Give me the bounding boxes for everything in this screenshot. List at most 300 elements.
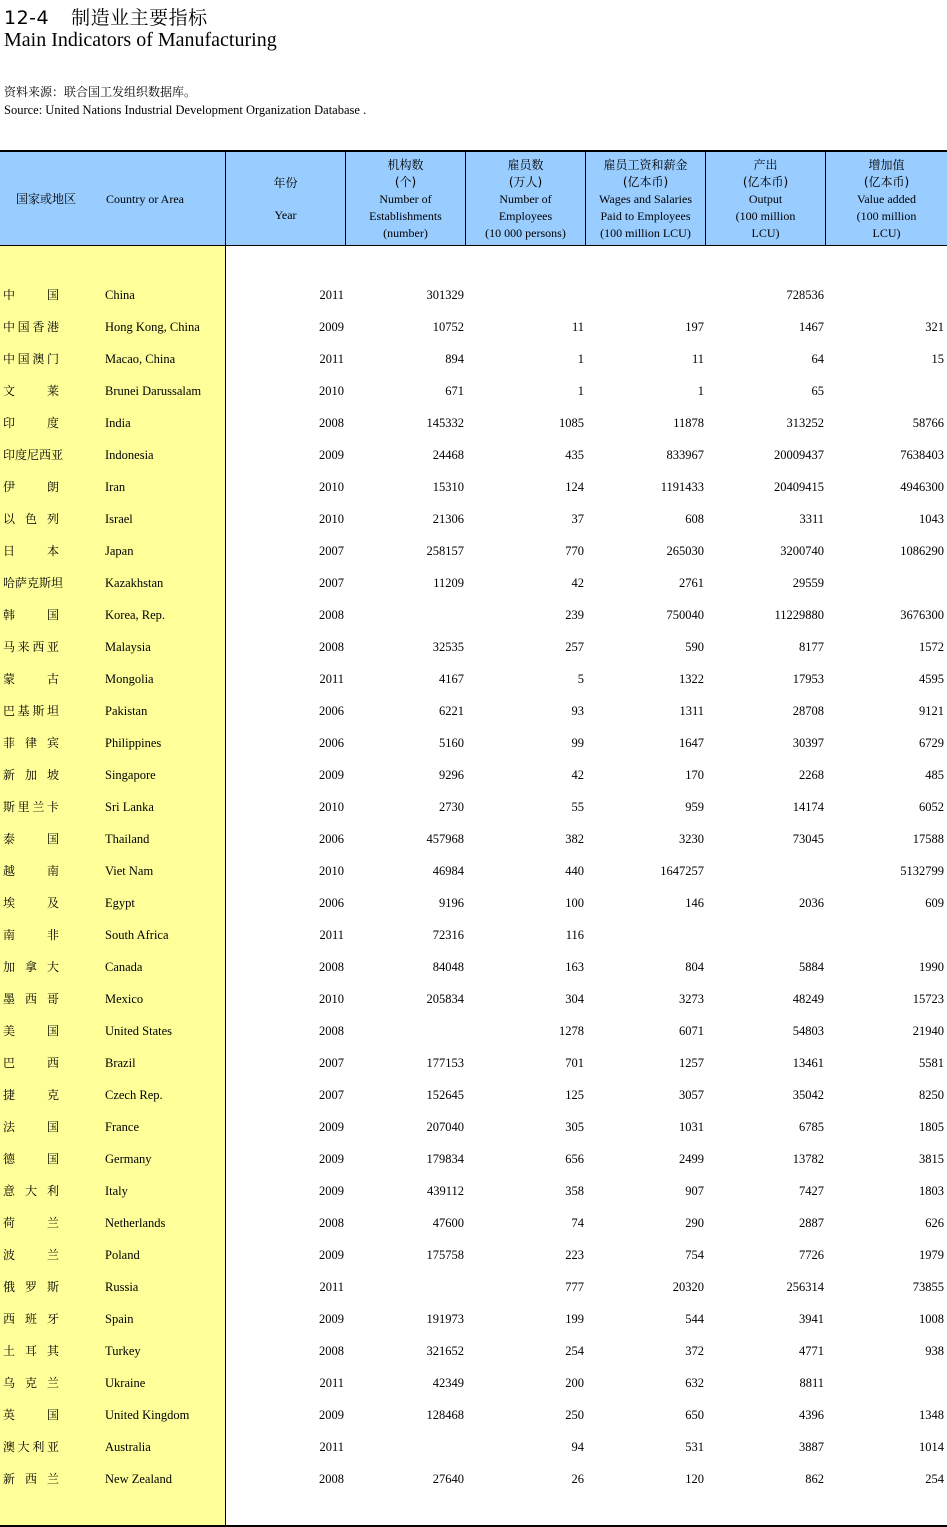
year-cell: 2009 xyxy=(319,1184,344,1198)
country-en: Israel xyxy=(105,512,133,526)
year-cell: 2011 xyxy=(319,928,344,942)
establishments-cell: 10752 xyxy=(432,320,464,334)
establishments-cell: 42349 xyxy=(432,1376,464,1390)
header-out-en-2: (100 million xyxy=(735,208,796,223)
wages-cell: 750040 xyxy=(666,608,704,622)
value-added-cell: 938 xyxy=(925,1344,944,1358)
value-added-cell: 5132799 xyxy=(900,864,944,878)
establishments-cell: 21306 xyxy=(432,512,464,526)
year-cell: 2006 xyxy=(319,832,344,846)
table-row xyxy=(0,1469,947,1489)
output-cell: 20009437 xyxy=(774,448,824,462)
country-en: United States xyxy=(105,1024,173,1038)
wages-cell: 1311 xyxy=(679,704,704,718)
year-cell: 2010 xyxy=(319,512,344,526)
table-row xyxy=(0,381,947,401)
country-en: France xyxy=(105,1120,140,1134)
table-row xyxy=(0,893,947,913)
table-row xyxy=(0,861,947,881)
value-added-cell: 4946300 xyxy=(900,480,944,494)
wages-cell: 1 xyxy=(697,384,704,398)
wages-cell: 632 xyxy=(685,1376,704,1390)
value-added-cell: 1086290 xyxy=(900,544,944,558)
table-row xyxy=(0,445,947,465)
country-en: United Kingdom xyxy=(105,1408,190,1422)
year-cell: 2007 xyxy=(319,1056,344,1070)
table-row xyxy=(0,541,947,561)
page-title-cn xyxy=(4,3,208,30)
header-est-unit-cn: (个) xyxy=(394,174,417,189)
table-row xyxy=(0,413,947,433)
source-note-cn: 资料来源：联合国工发组织数据库。 xyxy=(4,85,197,99)
country-cn: 墨西哥 xyxy=(3,992,59,1006)
output-cell: 4771 xyxy=(799,1344,824,1358)
table-row xyxy=(0,477,947,497)
country-en: Canada xyxy=(105,960,143,974)
wages-cell: 531 xyxy=(685,1440,704,1454)
employees-cell: 11 xyxy=(571,320,584,334)
country-en: Spain xyxy=(105,1312,134,1326)
country-en: Egypt xyxy=(105,896,135,910)
wages-cell: 2761 xyxy=(679,576,704,590)
country-cn: 英国 xyxy=(3,1408,59,1422)
country-cn: 哈萨克斯坦 xyxy=(3,576,64,590)
table-row xyxy=(0,1213,947,1233)
output-cell: 48249 xyxy=(792,992,824,1006)
country-cn: 蒙古 xyxy=(3,672,59,686)
employees-cell: 42 xyxy=(571,576,584,590)
wages-cell: 907 xyxy=(685,1184,704,1198)
table-row xyxy=(0,1437,947,1457)
value-added-cell: 1014 xyxy=(919,1440,944,1454)
establishments-cell: 179834 xyxy=(426,1152,464,1166)
value-added-cell: 17588 xyxy=(912,832,944,846)
table-row xyxy=(0,669,947,689)
country-en: Thailand xyxy=(105,832,150,846)
header-emp-unit-en: (10 000 persons) xyxy=(485,225,566,240)
establishments-cell: 9196 xyxy=(439,896,464,910)
establishments-cell: 301329 xyxy=(426,288,464,302)
wages-cell: 1647 xyxy=(679,736,704,750)
header-country-cn: 国家或地区 xyxy=(16,191,77,206)
establishments-cell: 24468 xyxy=(432,448,464,462)
wages-cell: 3230 xyxy=(679,832,704,846)
country-en: Korea, Rep. xyxy=(105,608,166,622)
country-cn: 捷克 xyxy=(3,1088,59,1102)
year-cell: 2009 xyxy=(319,1312,344,1326)
table-row xyxy=(0,1277,947,1297)
header-est-unit-en: (number) xyxy=(383,225,428,240)
year-cell: 2007 xyxy=(319,576,344,590)
wages-cell: 959 xyxy=(685,800,704,814)
value-added-cell: 3815 xyxy=(919,1152,944,1166)
output-cell: 13461 xyxy=(792,1056,824,1070)
year-cell: 2011 xyxy=(319,672,344,686)
wages-cell: 120 xyxy=(685,1472,704,1486)
year-cell: 2011 xyxy=(319,1376,344,1390)
establishments-cell: 72316 xyxy=(432,928,464,942)
wages-cell: 804 xyxy=(685,960,704,974)
header-wages xyxy=(586,152,706,246)
wages-cell: 6071 xyxy=(679,1024,704,1038)
establishments-cell: 175758 xyxy=(426,1248,464,1262)
employees-cell: 440 xyxy=(565,864,584,878)
value-added-cell: 3676300 xyxy=(900,608,944,622)
header-out-en-1: Output xyxy=(748,191,783,206)
wages-cell: 833967 xyxy=(666,448,704,462)
year-cell: 2010 xyxy=(319,384,344,398)
output-cell: 3887 xyxy=(799,1440,824,1454)
year-cell: 2008 xyxy=(319,1472,344,1486)
year-cell: 2010 xyxy=(319,864,344,878)
output-cell: 3311 xyxy=(799,512,824,526)
country-cn: 巴西 xyxy=(3,1056,59,1070)
output-cell: 11229880 xyxy=(774,608,824,622)
value-added-cell: 15723 xyxy=(912,992,944,1006)
employees-cell: 199 xyxy=(565,1312,584,1326)
employees-cell: 656 xyxy=(565,1152,584,1166)
value-added-cell: 1979 xyxy=(919,1248,944,1262)
country-en: Macao, China xyxy=(105,352,176,366)
country-en: Mongolia xyxy=(105,672,154,686)
table-row xyxy=(0,701,947,721)
table-row xyxy=(0,957,947,977)
employees-cell: 74 xyxy=(571,1216,584,1230)
output-cell: 28708 xyxy=(792,704,824,718)
header-out-cn: 产出 xyxy=(753,157,778,172)
employees-cell: 1278 xyxy=(559,1024,584,1038)
country-cn: 马来西亚 xyxy=(3,640,59,654)
output-cell: 17953 xyxy=(792,672,824,686)
output-cell: 14174 xyxy=(792,800,824,814)
value-added-cell: 5581 xyxy=(919,1056,944,1070)
header-est-en-2: Establishments xyxy=(369,208,442,223)
employees-cell: 94 xyxy=(571,1440,584,1454)
wages-cell: 1191433 xyxy=(660,480,704,494)
country-en: Brazil xyxy=(105,1056,136,1070)
header-year-en: Year xyxy=(274,208,297,222)
country-cn: 西班牙 xyxy=(3,1312,59,1326)
year-cell: 2009 xyxy=(319,320,344,334)
employees-cell: 42 xyxy=(571,768,584,782)
country-en: Japan xyxy=(105,544,134,558)
employees-cell: 163 xyxy=(565,960,584,974)
employees-cell: 200 xyxy=(565,1376,584,1390)
header-country-en: Country or Area xyxy=(106,191,184,206)
wages-cell: 1322 xyxy=(679,672,704,686)
year-cell: 2009 xyxy=(319,1120,344,1134)
header-emp-en-1: Number of xyxy=(499,191,552,206)
year-cell: 2009 xyxy=(319,1248,344,1262)
year-cell: 2008 xyxy=(319,1216,344,1230)
table-row xyxy=(0,1021,947,1041)
establishments-cell: 11209 xyxy=(433,576,464,590)
country-cn: 印度 xyxy=(3,416,59,430)
output-cell: 2036 xyxy=(799,896,824,910)
establishments-cell: 6221 xyxy=(439,704,464,718)
wages-cell: 20320 xyxy=(672,1280,704,1294)
table-number: 12-4 xyxy=(4,7,50,29)
table-row xyxy=(0,1117,947,1137)
establishments-cell: 32535 xyxy=(432,640,464,654)
header-est-en-1: Number of xyxy=(379,191,432,206)
output-cell: 54803 xyxy=(792,1024,824,1038)
value-added-cell: 321 xyxy=(925,320,944,334)
country-cn: 荷兰 xyxy=(3,1216,59,1230)
output-cell: 4396 xyxy=(799,1408,824,1422)
wages-cell: 754 xyxy=(685,1248,704,1262)
output-cell: 20409415 xyxy=(774,480,824,494)
indicators-table xyxy=(0,150,947,1527)
value-added-cell: 1572 xyxy=(919,640,944,654)
employees-cell: 701 xyxy=(565,1056,584,1070)
table-row xyxy=(0,1053,947,1073)
country-cn: 越南 xyxy=(3,864,59,878)
output-cell: 8811 xyxy=(799,1376,824,1390)
employees-cell: 55 xyxy=(571,800,584,814)
wages-cell: 372 xyxy=(685,1344,704,1358)
year-cell: 2008 xyxy=(319,1024,344,1038)
establishments-cell: 9296 xyxy=(439,768,464,782)
table-row xyxy=(0,765,947,785)
establishments-cell: 177153 xyxy=(426,1056,464,1070)
header-val-en-2: (100 million xyxy=(856,208,917,223)
table-row xyxy=(0,1085,947,1105)
wages-cell: 1647257 xyxy=(660,864,704,878)
wages-cell: 1031 xyxy=(679,1120,704,1134)
wages-cell: 608 xyxy=(685,512,704,526)
table-row xyxy=(0,509,947,529)
header-wag-en-1: Wages and Salaries xyxy=(599,191,692,206)
header-year xyxy=(226,152,346,246)
employees-cell: 358 xyxy=(565,1184,584,1198)
table-row xyxy=(0,1341,947,1361)
employees-cell: 305 xyxy=(565,1120,584,1134)
country-cn: 巴基斯坦 xyxy=(3,704,59,718)
employees-cell: 304 xyxy=(565,992,584,1006)
country-cn: 埃及 xyxy=(3,896,59,910)
country-en: Sri Lanka xyxy=(105,800,154,814)
establishments-cell: 145332 xyxy=(426,416,464,430)
value-added-cell: 1008 xyxy=(919,1312,944,1326)
table-row xyxy=(0,1149,947,1169)
country-cn: 伊朗 xyxy=(3,480,59,494)
header-val-cn: 增加值 xyxy=(868,157,905,172)
country-cn: 意大利 xyxy=(3,1184,59,1198)
header-year-cn: 年份 xyxy=(273,176,298,190)
header-est-cn: 机构数 xyxy=(387,157,424,172)
employees-cell: 1 xyxy=(577,384,584,398)
value-added-cell: 485 xyxy=(925,768,944,782)
wages-cell: 544 xyxy=(685,1312,704,1326)
value-added-cell: 15 xyxy=(931,352,944,366)
output-cell: 2268 xyxy=(799,768,824,782)
header-wag-unit-cn: (亿本币) xyxy=(622,174,669,189)
country-en: Philippines xyxy=(105,736,162,750)
header-wag-en-2: Paid to Employees xyxy=(600,208,691,223)
table-row xyxy=(0,1405,947,1425)
country-en: Brunei Darussalam xyxy=(105,384,202,398)
table-row xyxy=(0,1245,947,1265)
country-en: Mexico xyxy=(105,992,144,1006)
output-cell: 8177 xyxy=(799,640,824,654)
year-cell: 2006 xyxy=(319,736,344,750)
country-cn: 中国 xyxy=(3,288,59,302)
country-cn: 印度尼西亚 xyxy=(3,448,64,462)
value-added-cell: 626 xyxy=(925,1216,944,1230)
country-column-background xyxy=(0,246,226,1525)
wages-cell: 146 xyxy=(685,896,704,910)
output-cell: 1467 xyxy=(799,320,824,334)
establishments-cell: 47600 xyxy=(432,1216,464,1230)
country-en: Russia xyxy=(105,1280,139,1294)
employees-cell: 1 xyxy=(577,352,584,366)
employees-cell: 5 xyxy=(577,672,584,686)
establishments-cell: 894 xyxy=(445,352,464,366)
year-cell: 2010 xyxy=(319,800,344,814)
wages-cell: 650 xyxy=(685,1408,704,1422)
year-cell: 2008 xyxy=(319,416,344,430)
header-establishments xyxy=(346,152,466,246)
wages-cell: 2499 xyxy=(679,1152,704,1166)
year-cell: 2009 xyxy=(319,768,344,782)
output-cell: 35042 xyxy=(792,1088,824,1102)
header-emp-cn: 雇员数 xyxy=(507,157,544,172)
output-cell: 73045 xyxy=(792,832,824,846)
country-cn: 中国澳门 xyxy=(3,352,59,366)
country-cn: 日本 xyxy=(3,544,59,558)
output-cell: 6785 xyxy=(799,1120,824,1134)
country-cn: 南非 xyxy=(3,928,59,942)
country-en: Iran xyxy=(105,480,126,494)
table-row xyxy=(0,925,947,945)
establishments-cell: 258157 xyxy=(426,544,464,558)
table-header xyxy=(0,150,947,246)
establishments-cell: 671 xyxy=(445,384,464,398)
country-cn: 以色列 xyxy=(3,512,59,526)
table-row xyxy=(0,317,947,337)
header-out-en-3: LCU) xyxy=(751,225,780,240)
year-cell: 2008 xyxy=(319,1344,344,1358)
source-note-en: Source: United Nations Industrial Development Organization Database . xyxy=(4,103,367,117)
value-added-cell: 7638403 xyxy=(900,448,944,462)
employees-cell: 223 xyxy=(565,1248,584,1262)
establishments-cell: 128468 xyxy=(426,1408,464,1422)
employees-cell: 93 xyxy=(571,704,584,718)
year-cell: 2010 xyxy=(319,480,344,494)
value-added-cell: 1043 xyxy=(919,512,944,526)
employees-cell: 124 xyxy=(565,480,584,494)
wages-cell: 265030 xyxy=(666,544,704,558)
country-cn: 中国香港 xyxy=(3,320,59,334)
establishments-cell: 439112 xyxy=(426,1184,464,1198)
country-en: Malaysia xyxy=(105,640,151,654)
year-cell: 2009 xyxy=(319,448,344,462)
employees-cell: 777 xyxy=(565,1280,584,1294)
value-added-cell: 6052 xyxy=(919,800,944,814)
table-row xyxy=(0,605,947,625)
employees-cell: 125 xyxy=(565,1088,584,1102)
header-emp-en-2: Employees xyxy=(498,208,553,223)
establishments-cell: 27640 xyxy=(432,1472,464,1486)
output-cell: 728536 xyxy=(786,288,824,302)
table-row xyxy=(0,733,947,753)
country-en: Ukraine xyxy=(105,1376,146,1390)
year-cell: 2009 xyxy=(319,1408,344,1422)
wages-cell: 590 xyxy=(685,640,704,654)
wages-cell: 1257 xyxy=(679,1056,704,1070)
country-cn: 泰国 xyxy=(3,832,59,846)
country-cn: 菲律宾 xyxy=(3,736,59,750)
output-cell: 3200740 xyxy=(780,544,824,558)
output-cell: 313252 xyxy=(786,416,824,430)
employees-cell: 382 xyxy=(565,832,584,846)
country-en: Netherlands xyxy=(105,1216,166,1230)
country-en: India xyxy=(105,416,131,430)
header-wag-unit-en: (100 million LCU) xyxy=(600,225,691,240)
employees-cell: 257 xyxy=(565,640,584,654)
value-added-cell: 1805 xyxy=(919,1120,944,1134)
header-employees xyxy=(466,152,586,246)
value-added-cell: 609 xyxy=(925,896,944,910)
page-title-en: Main Indicators of Manufacturing xyxy=(4,29,277,51)
employees-cell: 26 xyxy=(571,1472,584,1486)
year-cell: 2011 xyxy=(319,1440,344,1454)
establishments-cell: 84048 xyxy=(432,960,464,974)
establishments-cell: 15310 xyxy=(432,480,464,494)
table-row xyxy=(0,989,947,1009)
country-en: Viet Nam xyxy=(105,864,154,878)
output-cell: 13782 xyxy=(792,1152,824,1166)
country-en: Kazakhstan xyxy=(105,576,164,590)
country-cn: 斯里兰卡 xyxy=(3,800,59,814)
value-added-cell: 9121 xyxy=(919,704,944,718)
year-cell: 2011 xyxy=(319,288,344,302)
establishments-cell: 205834 xyxy=(426,992,464,1006)
output-cell: 64 xyxy=(811,352,824,366)
value-added-cell: 1990 xyxy=(919,960,944,974)
header-out-unit-cn: (亿本币) xyxy=(742,174,789,189)
header-output xyxy=(706,152,826,246)
establishments-cell: 46984 xyxy=(432,864,464,878)
country-en: Hong Kong, China xyxy=(105,320,200,334)
wages-cell: 3273 xyxy=(679,992,704,1006)
country-en: Singapore xyxy=(105,768,156,782)
value-added-cell: 6729 xyxy=(919,736,944,750)
year-cell: 2006 xyxy=(319,896,344,910)
country-en: China xyxy=(105,288,135,302)
output-cell: 29559 xyxy=(792,576,824,590)
country-cn: 土耳其 xyxy=(3,1344,59,1358)
value-added-cell: 1348 xyxy=(919,1408,944,1422)
value-added-cell: 4595 xyxy=(919,672,944,686)
year-cell: 2008 xyxy=(319,960,344,974)
header-val-unit-cn: (亿本币) xyxy=(863,174,910,189)
employees-cell: 37 xyxy=(571,512,584,526)
employees-cell: 116 xyxy=(565,928,584,942)
country-en: Turkey xyxy=(105,1344,141,1358)
country-cn: 新加坡 xyxy=(3,768,59,782)
year-cell: 2007 xyxy=(319,544,344,558)
output-cell: 5884 xyxy=(799,960,824,974)
table-row xyxy=(0,285,947,305)
employees-cell: 254 xyxy=(565,1344,584,1358)
country-cn: 新西兰 xyxy=(3,1472,59,1486)
output-cell: 65 xyxy=(811,384,824,398)
wages-cell: 3057 xyxy=(679,1088,704,1102)
table-row xyxy=(0,797,947,817)
wages-cell: 170 xyxy=(685,768,704,782)
